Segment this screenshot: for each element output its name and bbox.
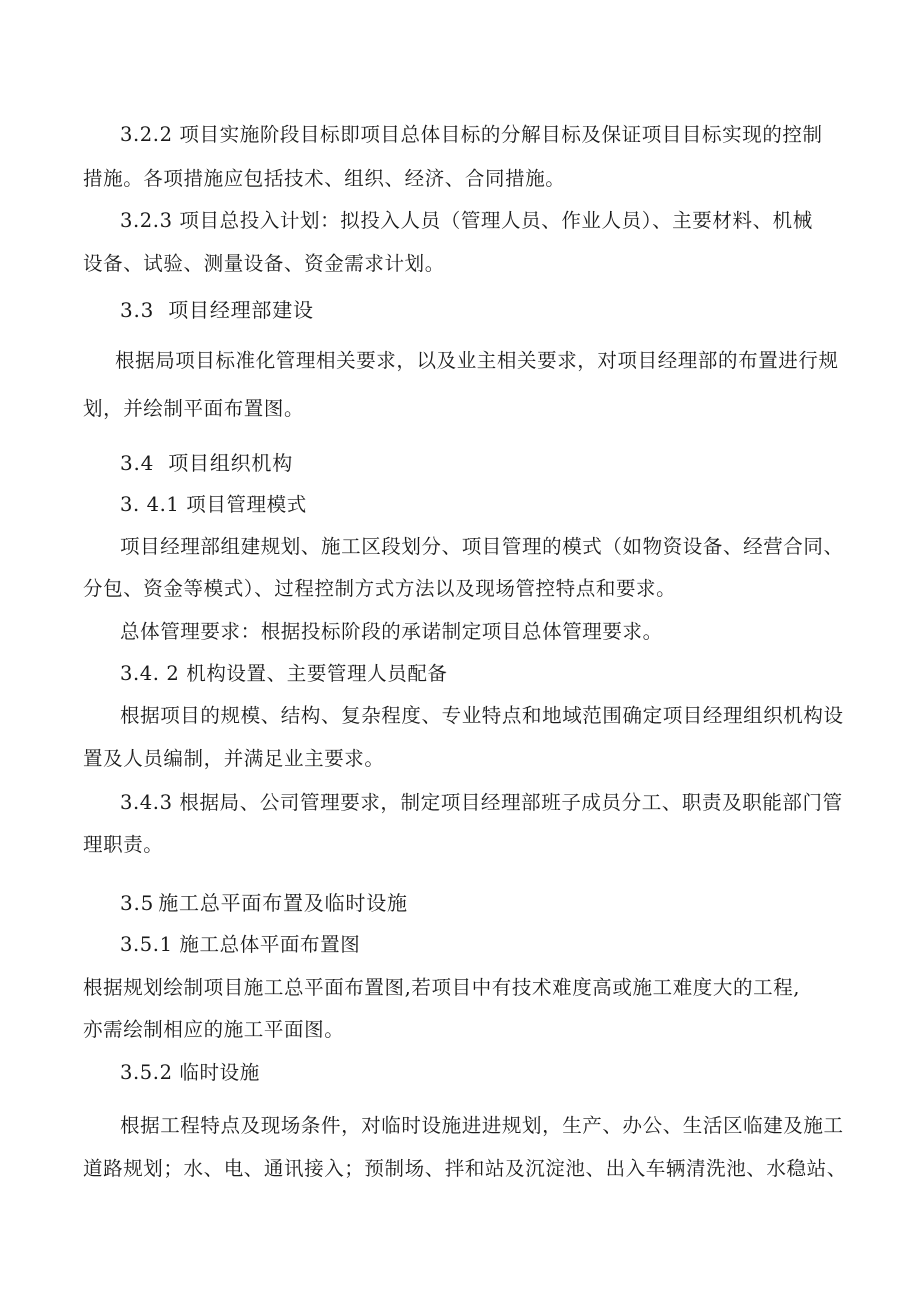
- paragraph-overall-requirements: 总体管理要求：根据投标阶段的承诺制定项目总体管理要求。: [120, 620, 663, 643]
- heading-number: 3.4: [120, 451, 155, 475]
- paragraph-3-4-3-line-1: 3.4.3 根据局、公司管理要求，制定项目经理部班子成员分工、职责及职能部门管: [120, 791, 843, 814]
- paragraph-3-5-2-line-1: 根据工程特点及现场条件，对临时设施进进规划，生产、办公、生活区临建及施工: [120, 1114, 844, 1137]
- heading-3-4-2: 3.4. 2 机构设置、主要管理人员配备: [120, 662, 448, 685]
- heading-title: 项目组织机构: [168, 451, 294, 475]
- paragraph-3-2-3-line-1: 3.2.3 项目总投入计划：拟投入人员（管理人员、作业人员）、主要材料、机械: [120, 209, 813, 232]
- heading-3-4-1: 3. 4.1 项目管理模式: [120, 493, 307, 516]
- paragraph-3-2-2-line-2: 措施。各项措施应包括技术、组织、经济、合同措施。: [83, 167, 566, 190]
- paragraph-3-2-2-line-1: 3.2.2 项目实施阶段目标即项目总体目标的分解目标及保证项目目标实现的控制: [120, 123, 823, 146]
- paragraph-3-4-1-line-2: 分包、资金等模式）、过程控制方式方法以及现场管控特点和要求。: [83, 577, 677, 600]
- paragraph-3-4-2-line-1: 根据项目的规模、结构、复杂程度、专业特点和地域范围确定项目经理组织机构设: [120, 704, 844, 727]
- heading-number: 3.5: [120, 891, 155, 915]
- paragraph-3-4-3-line-2: 理职责。: [83, 833, 164, 856]
- heading-title: 项目经理部建设: [168, 298, 314, 322]
- paragraph-3-5-1-line-2: 亦需绘制相应的施工平面图。: [83, 1018, 345, 1041]
- paragraph-3-4-1-line-1: 项目经理部组建规划、施工区段划分、项目管理的模式（如物资设备、经营合同、: [120, 535, 844, 558]
- paragraph-3-2-3-line-2: 设备、试验、测量设备、资金需求计划。: [83, 252, 445, 275]
- heading-3-3: [120, 297, 314, 323]
- heading-3-5-2: 3.5.2 临时设施: [120, 1061, 260, 1084]
- paragraph-3-3-line-1: 根据局项目标准化管理相关要求，以及业主相关要求，对项目经理部的布置进行规: [115, 349, 839, 372]
- paragraph-3-3-line-2: 划，并绘制平面布置图。: [83, 397, 305, 420]
- heading-3-4: [120, 450, 293, 476]
- paragraph-3-4-2-line-2: 置及人员编制，并满足业主要求。: [83, 747, 385, 770]
- heading-title: 施工总平面布置及临时设施: [158, 891, 408, 915]
- paragraph-3-5-2-line-2: 道路规划；水、电、通讯接入；预制场、拌和站及沉淀池、出入车辆清洗池、水稳站、: [83, 1157, 847, 1180]
- heading-3-5: [120, 890, 408, 916]
- heading-number: 3.3: [120, 298, 155, 322]
- paragraph-3-5-1-line-1: 根据规划绘制项目施工总平面布置图,若项目中有技术难度高或施工难度大的工程,: [83, 976, 801, 999]
- heading-3-5-1: 3.5.1 施工总体平面布置图: [120, 933, 361, 956]
